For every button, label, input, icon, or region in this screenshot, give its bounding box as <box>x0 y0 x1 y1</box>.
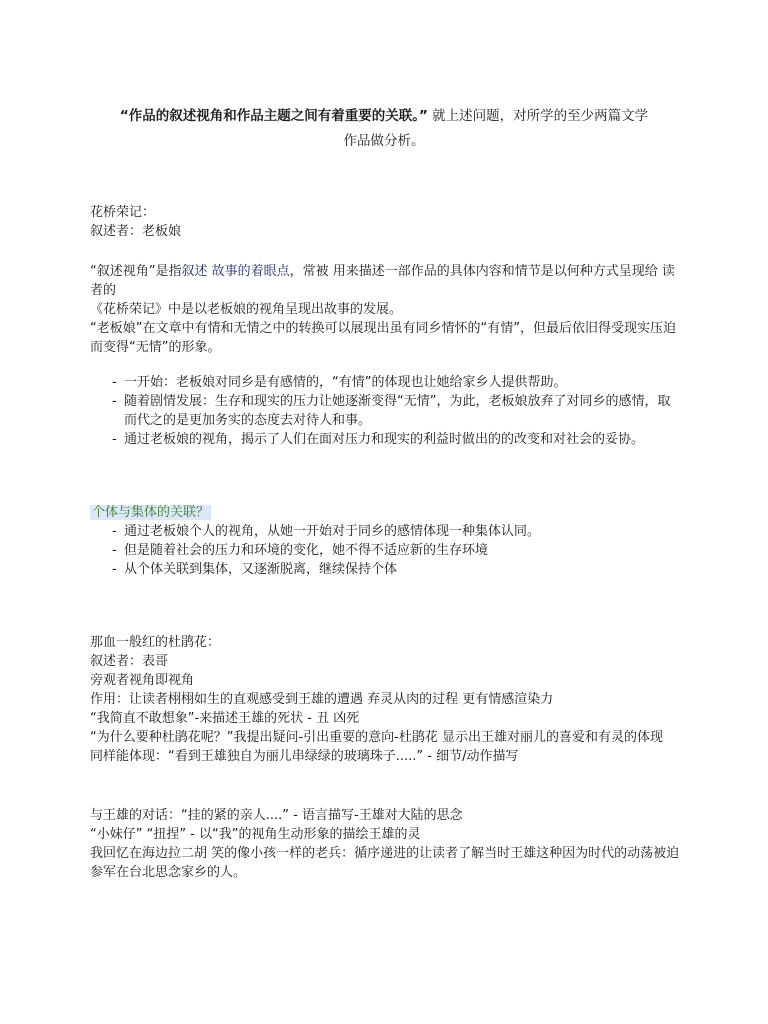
bullet-marker: - <box>112 524 117 539</box>
list-item-text: 一开始：老板娘对同乡是有感情的，“有情”的体现也让她给家乡人提供帮助。 <box>124 375 567 390</box>
definition-is: 是指 <box>155 264 182 279</box>
list-item-text: 通过老板娘的视角，揭示了人们在面对压力和现实的利益时做出的的改变和对社会的妥协。 <box>124 432 645 447</box>
bullet-list-1 <box>90 373 682 449</box>
bullet-marker: - <box>112 394 117 409</box>
list-item <box>90 541 682 560</box>
page-title <box>88 104 680 154</box>
list-item <box>90 430 682 449</box>
text-line: “我简直不敢想象”-来描述王雄的死状 - 丑 凶死 <box>90 711 360 726</box>
title-line-2: 作品做分析。 <box>343 133 425 149</box>
title-rest: 就上述问题，对所学的至少两篇文学 <box>427 108 649 124</box>
list-item <box>90 373 682 392</box>
text-line: 叙述者：表哥 <box>90 654 169 669</box>
bullet-marker: - <box>112 562 117 577</box>
list-item-text: 从个体关联到集体，又逐渐脱离，继续保持个体 <box>124 562 398 577</box>
analysis-paragraph <box>90 262 682 357</box>
list-item <box>90 522 682 541</box>
narrator-line: 叙述者：老板娘 <box>90 224 182 239</box>
text-line: “小妹仔” “扭捏” - 以“我”的视角生动形象的描绘王雄的灵 <box>90 827 421 842</box>
bullet-marker: - <box>112 375 117 390</box>
text-line: 旁观者视角即视角 <box>90 673 195 688</box>
section-dujuan-dialogue <box>90 806 682 882</box>
bullet-marker: - <box>112 432 117 447</box>
section-individual-collective <box>90 503 682 579</box>
list-item-text: 随着剧情发展：生存和现实的压力让她逐渐变得“无情”，为此，老板娘放弃了对同乡的感情，取而代之的是更加务实的态度去对待人和事。 <box>124 394 671 428</box>
definition-rest: ，常被 用来描述一部作品的具体内容和情节是以何种方式呈现给 读者的 <box>90 264 675 298</box>
section-dujuan <box>90 633 682 766</box>
list-item <box>90 392 682 430</box>
text-line: “为什么要种杜鹃花呢？”我提出疑问-引出重要的意向-杜鹃花 显示出王雄对丽儿的喜爱和有灵的体现 <box>90 730 663 745</box>
list-item <box>90 560 682 579</box>
section-heading: 花桥荣记： <box>90 205 156 220</box>
definition-term: “叙述视角” <box>90 264 156 279</box>
text-line: 同样能体现：“看到王雄独自为丽儿串绿绿的玻璃珠子.....” - 细节/动作描写 <box>90 749 519 764</box>
definition-highlight: 叙述 故事的着眼点 <box>181 264 290 279</box>
list-item-text: 但是随着社会的压力和环境的变化，她不得不适应新的生存环境 <box>124 543 489 558</box>
bullet-marker: - <box>112 543 117 558</box>
novel-line: 《花桥荣记》中是以老板娘的视角呈现出故事的发展。 <box>90 302 403 317</box>
text-line: 我回忆在海边拉二胡 笑的像小孩一样的老兵：循序递进的让读者了解当时王雄这种因为时代的动荡被迫参军在台北思念家乡的人。 <box>90 846 680 880</box>
character-line: “老板娘”在文章中有情和无情之中的转换可以展现出虽有同乡情怀的“有情”，但最后依旧得受现实压迫而变得“无情”的形象。 <box>90 321 676 355</box>
text-line: 与王雄的对话：“挂的紧的亲人....” - 语言描写-王雄对大陆的思念 <box>90 808 463 823</box>
section-huaqiao <box>90 203 682 241</box>
title-quote: “作品的叙述视角和作品主题之间有着重要的关联。” <box>119 108 428 124</box>
list-item-text: 通过老板娘个人的视角，从她一开始对于同乡的感情体现一种集体认同。 <box>124 524 541 539</box>
definition-line <box>90 262 682 300</box>
text-line: 作用：让读者栩栩如生的直观感受到王雄的遭遇 弃灵从肉的过程 更有情感渲染力 <box>90 692 554 707</box>
highlighted-heading: 个体与集体的关联？ <box>92 505 210 520</box>
text-line: 那血一般红的杜鹃花： <box>90 635 221 650</box>
